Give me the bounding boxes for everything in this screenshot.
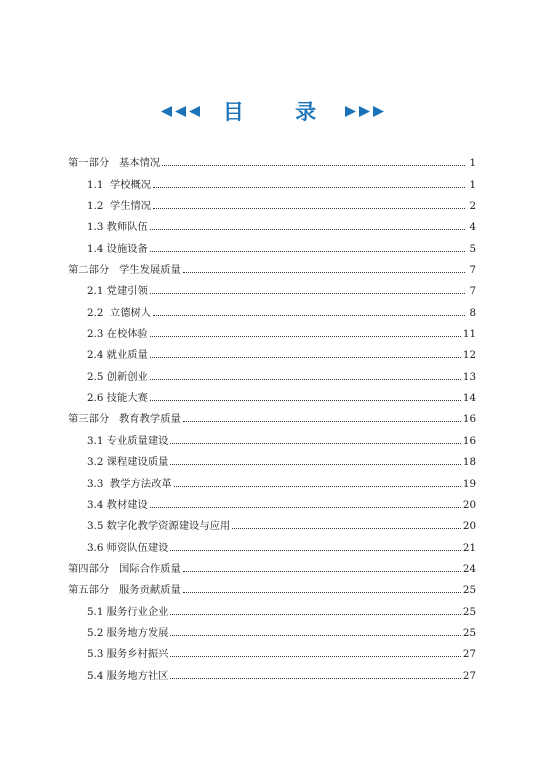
dot-leader — [153, 187, 465, 188]
toc-entry-page-number: 7 — [469, 285, 476, 298]
table-of-contents — [68, 148, 476, 682]
toc-subsection-entry[interactable] — [68, 425, 476, 446]
toc-entry-page-number: 20 — [462, 498, 476, 511]
dot-leader — [170, 635, 460, 636]
toc-entry-label: 5.1 服务行业企业 — [87, 605, 169, 618]
toc-entry-label: 第五部分 服务贡献质量 — [68, 584, 181, 597]
toc-subsection-entry[interactable] — [68, 511, 476, 532]
left-triangle-arrows-icon — [160, 105, 201, 118]
toc-entry-label: 1.2 学生情况 — [87, 200, 152, 213]
toc-entry-page-number: 4 — [469, 221, 476, 234]
toc-entry-page-number: 25 — [462, 584, 476, 597]
toc-entry-page-number: 16 — [462, 434, 476, 447]
toc-entry-page-number: 13 — [462, 370, 476, 383]
toc-entry-page-number: 2 — [469, 200, 476, 213]
dot-leader — [170, 550, 460, 551]
toc-subsection-entry[interactable] — [68, 447, 476, 468]
toc-entry-label: 第二部分 学生发展质量 — [68, 264, 181, 277]
dot-leader — [150, 400, 461, 401]
toc-entry-page-number: 8 — [469, 306, 476, 319]
toc-subsection-entry[interactable] — [68, 532, 476, 553]
toc-subsection-entry[interactable] — [68, 490, 476, 511]
toc-entry-label: 第一部分 基本情况 — [68, 157, 161, 170]
dot-leader — [150, 507, 461, 508]
toc-subsection-entry[interactable] — [68, 340, 476, 361]
toc-entry-label: 2.4 就业质量 — [87, 349, 148, 362]
toc-entry-label: 3.6 师资队伍建设 — [87, 541, 169, 554]
toc-entry-label: 3.1 专业质量建设 — [87, 434, 169, 447]
toc-subsection-entry[interactable] — [68, 639, 476, 660]
toc-entry-label: 3.2 课程建设质量 — [87, 456, 169, 469]
toc-subsection-entry[interactable] — [68, 319, 476, 340]
toc-entry-page-number: 5 — [469, 242, 476, 255]
toc-entry-page-number: 7 — [469, 264, 476, 277]
toc-section-entry[interactable] — [68, 575, 476, 596]
toc-subsection-entry[interactable] — [68, 468, 476, 489]
toc-entry-page-number: 20 — [462, 520, 476, 533]
dot-leader — [170, 656, 460, 657]
toc-entry-label: 2.2 立德树人 — [87, 306, 152, 319]
dot-leader — [170, 678, 460, 679]
dot-leader — [162, 165, 465, 166]
toc-entry-label: 2.1 党建引领 — [87, 285, 148, 298]
toc-entry-label: 5.4 服务地方社区 — [87, 669, 169, 682]
toc-entry-page-number: 14 — [462, 392, 476, 405]
toc-entry-label: 5.3 服务乡村振兴 — [87, 648, 169, 661]
dot-leader — [183, 592, 461, 593]
toc-subsection-entry[interactable] — [68, 660, 476, 681]
toc-entry-page-number: 16 — [462, 413, 476, 426]
dot-leader — [170, 464, 460, 465]
toc-entry-page-number: 27 — [462, 669, 476, 682]
toc-entry-page-number: 24 — [462, 562, 476, 575]
toc-subsection-entry[interactable] — [68, 383, 476, 404]
toc-subsection-entry[interactable] — [68, 596, 476, 617]
toc-subsection-entry[interactable] — [68, 191, 476, 212]
page-title: 目 录 — [222, 98, 339, 124]
dot-leader — [232, 528, 461, 529]
dot-leader — [150, 251, 465, 252]
toc-subsection-entry[interactable] — [68, 618, 476, 639]
toc-section-entry[interactable] — [68, 255, 476, 276]
toc-subsection-entry[interactable] — [68, 233, 476, 254]
dot-leader — [183, 571, 461, 572]
dot-leader — [183, 421, 461, 422]
toc-heading — [0, 95, 545, 127]
dot-leader — [170, 443, 460, 444]
toc-entry-label: 第三部分 教育教学质量 — [68, 413, 181, 426]
dot-leader — [153, 315, 465, 316]
dot-leader — [150, 229, 465, 230]
dot-leader — [153, 208, 465, 209]
toc-entry-page-number: 1 — [469, 178, 476, 191]
toc-section-entry[interactable] — [68, 404, 476, 425]
toc-entry-label: 3.4 教材建设 — [87, 498, 148, 511]
dot-leader — [150, 379, 461, 380]
toc-entry-label: 1.3 教师队伍 — [87, 221, 148, 234]
toc-entry-page-number: 27 — [462, 648, 476, 661]
toc-entry-label: 2.5 创新创业 — [87, 370, 148, 383]
dot-leader — [150, 336, 461, 337]
toc-entry-page-number: 18 — [462, 456, 476, 469]
toc-entry-page-number: 19 — [462, 477, 476, 490]
toc-entry-label: 5.2 服务地方发展 — [87, 626, 169, 639]
toc-section-entry[interactable] — [68, 554, 476, 575]
toc-entry-label: 3.5 数字化教学资源建设与应用 — [87, 520, 231, 533]
toc-entry-page-number: 25 — [462, 605, 476, 618]
toc-section-entry[interactable] — [68, 148, 476, 169]
toc-entry-label: 3.3 教学方法改革 — [87, 477, 172, 490]
toc-subsection-entry[interactable] — [68, 212, 476, 233]
toc-entry-page-number: 25 — [462, 626, 476, 639]
right-triangle-arrows-icon — [344, 105, 385, 118]
toc-entry-page-number: 11 — [462, 328, 476, 341]
dot-leader — [174, 486, 461, 487]
toc-subsection-entry[interactable] — [68, 276, 476, 297]
toc-subsection-entry[interactable] — [68, 297, 476, 318]
toc-entry-page-number: 21 — [462, 541, 476, 554]
toc-entry-label: 2.6 技能大赛 — [87, 392, 148, 405]
toc-entry-label: 1.1 学校概况 — [87, 178, 152, 191]
toc-subsection-entry[interactable] — [68, 361, 476, 382]
dot-leader — [170, 614, 460, 615]
dot-leader — [150, 293, 465, 294]
toc-entry-page-number: 12 — [462, 349, 476, 362]
toc-entry-label: 1.4 设施设备 — [87, 242, 148, 255]
dot-leader — [183, 272, 465, 273]
dot-leader — [150, 357, 461, 358]
toc-entry-label: 第四部分 国际合作质量 — [68, 562, 181, 575]
toc-subsection-entry[interactable] — [68, 169, 476, 190]
toc-entry-page-number: 1 — [469, 157, 476, 170]
toc-entry-label: 2.3 在校体验 — [87, 328, 148, 341]
